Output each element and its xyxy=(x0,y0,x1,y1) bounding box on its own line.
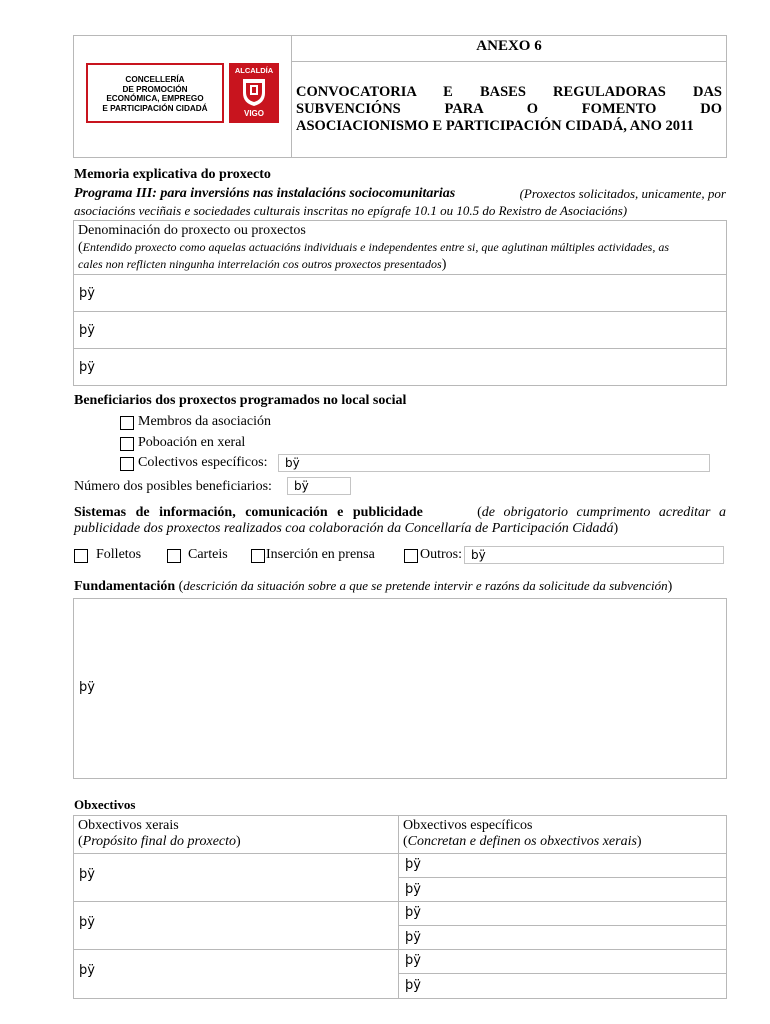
numero-beneficiarios-label: Número dos posibles beneficiarios: xyxy=(74,479,272,494)
denominacion-row-2[interactable]: þÿ xyxy=(79,323,95,338)
xerais-title: Obxectivos xerais xyxy=(78,818,179,833)
outros-checkbox[interactable] xyxy=(404,549,418,563)
concelleria-logo xyxy=(86,63,224,123)
membros-label: Membros da asociación xyxy=(138,414,271,429)
fundamentacion-line: Fundamentación (descrición da situación sobre a que se pretende intervir e razóns da solicitude da subvención) xyxy=(74,578,673,594)
especifico-objective-5[interactable]: þÿ xyxy=(405,953,421,968)
logo-line: E PARTICIPACIÓN CIDADÁ xyxy=(102,103,208,113)
logo-line: CONCELLERÍA xyxy=(125,75,185,84)
fundamentacion-heading: Fundamentación xyxy=(74,579,176,594)
carteis-checkbox[interactable] xyxy=(167,549,181,563)
especifico-objective-3[interactable]: þÿ xyxy=(405,905,421,920)
programa-title: : para inversións nas instalacións sociocomunitarias xyxy=(152,186,456,201)
insercion-checkbox[interactable] xyxy=(251,549,265,563)
xerais-note-text: Propósito final do proxecto xyxy=(82,834,237,849)
denominacion-row-3[interactable]: þÿ xyxy=(79,360,95,375)
denominacion-note-text-2: cales non reflicten ningunha interrelación cos outros proxectos presentados xyxy=(78,257,442,271)
colectivos-input[interactable]: bÿ xyxy=(278,454,710,472)
obxectivos-header-divider xyxy=(73,853,727,854)
especificos-note-text: Concretan e definen os obxectivos xerais xyxy=(407,834,637,849)
logo-vigo-text: VIGO xyxy=(243,109,264,118)
numero-beneficiarios-input[interactable]: bÿ xyxy=(287,477,351,495)
row-divider xyxy=(73,274,727,275)
especifico-objective-4[interactable]: þÿ xyxy=(405,930,421,945)
xerais-note: (Propósito final do proxecto) xyxy=(78,834,241,849)
especificos-row-divider xyxy=(398,877,727,878)
xeral-objective-3[interactable]: þÿ xyxy=(79,963,95,978)
programa-note: (Proxectos solicitados, unicamente, por xyxy=(519,186,726,201)
denominacion-label: Denominación do proxecto ou proxectos xyxy=(78,223,306,238)
folletos-label: Folletos xyxy=(96,547,142,562)
header-annex-divider xyxy=(291,61,727,62)
denominacion-note-line1: (Entendido proxecto como aquelas actuacións individuais e independentes entre si, que aglutinan múltiples actividades, as xyxy=(78,240,670,255)
xeral-objective-2[interactable]: þÿ xyxy=(79,915,95,930)
sistemas-note-text: de obrigatorio cumprimento acreditar a xyxy=(481,505,726,520)
beneficiarios-heading: Beneficiarios dos proxectos programados no local social xyxy=(74,393,407,408)
membros-checkbox[interactable] xyxy=(120,416,134,430)
especificos-row-divider xyxy=(398,973,727,974)
programa-line xyxy=(74,186,726,202)
fundamentacion-note: descrición da situación sobre a que se pretende intervir e razóns da solicitude da subvención xyxy=(183,578,668,593)
denominacion-note-line2: cales non reflicten ningunha interrelación cos outros proxectos presentados) xyxy=(78,257,447,272)
programa-label: Programa III xyxy=(74,186,153,201)
xeral-objective-1[interactable]: þÿ xyxy=(79,867,95,882)
sistemas-heading: Sistemas de información, comunicación e publicidade xyxy=(74,505,423,520)
colectivos-checkbox[interactable] xyxy=(120,457,134,471)
especifico-objective-1[interactable]: þÿ xyxy=(405,857,421,872)
row-divider xyxy=(73,348,727,349)
convocatoria-title-line1: CONVOCATORIA E BASES REGULADORAS DAS xyxy=(296,84,722,100)
colectivos-label: Colectivos específicos: xyxy=(138,455,268,470)
sistemas-line1 xyxy=(74,505,726,521)
row-divider xyxy=(73,311,727,312)
folletos-checkbox[interactable] xyxy=(74,549,88,563)
sistemas-note-2: publicidade dos proxectos realizados coa colaboración da Concellaría de Participación Cidadá xyxy=(74,521,614,536)
especificos-note: (Concretan e definen os obxectivos xerais) xyxy=(403,834,642,849)
denominacion-note-text: Entendido proxecto como aquelas actuacións individuais e independentes entre si, que aglutinan múltiples actividades, as xyxy=(82,240,670,254)
outros-label: Outros: xyxy=(420,547,462,562)
especificos-row-divider xyxy=(398,925,727,926)
convocatoria-title-line3: ASOCIACIONISMO E PARTICIPACIÓN CIDADÁ, ANO 2011 xyxy=(296,118,694,134)
sistemas-note-1: (de obrigatorio cumprimento acreditar a xyxy=(477,505,726,520)
xerais-row-divider xyxy=(73,949,727,950)
outros-input[interactable]: bÿ xyxy=(464,546,724,564)
convocatoria-title-line2: SUBVENCIÓNS PARA O FOMENTO DO xyxy=(296,101,722,117)
programa-note-line2: asociacións veciñais e sociedades culturais inscritas no epígrafe 10.1 ou 10.5 do Rexistro de Asociacións) xyxy=(74,203,628,218)
fundamentacion-value: þÿ xyxy=(79,680,95,695)
poboacion-checkbox[interactable] xyxy=(120,437,134,451)
annex-title: ANEXO 6 xyxy=(476,38,542,54)
sistemas-line2: publicidade dos proxectos realizados coa colaboración da Concellaría de Participación Cidadá) xyxy=(74,521,619,536)
logo-line: ECONÓMICA, EMPREGO xyxy=(106,94,204,104)
especificos-title: Obxectivos específicos xyxy=(403,818,533,833)
memoria-heading: Memoria explicativa do proxecto xyxy=(74,167,271,182)
coat-of-arms-icon xyxy=(241,77,267,107)
denominacion-row-1[interactable]: þÿ xyxy=(79,286,95,301)
poboacion-label: Poboación en xeral xyxy=(138,435,246,450)
alcaldia-vigo-logo xyxy=(229,63,279,123)
carteis-label: Carteis xyxy=(188,547,228,562)
insercion-label: Inserción en prensa xyxy=(266,547,375,562)
logo-line: DE PROMOCIÓN xyxy=(122,84,188,94)
especifico-objective-2[interactable]: þÿ xyxy=(405,882,421,897)
obxectivos-heading: Obxectivos xyxy=(74,797,136,812)
especifico-objective-6[interactable]: þÿ xyxy=(405,978,421,993)
fundamentacion-textarea[interactable] xyxy=(73,598,727,779)
obxectivos-col-divider xyxy=(398,815,399,999)
logo-alcaldia-text: ALCALDÍA xyxy=(234,66,274,75)
xerais-row-divider xyxy=(73,901,727,902)
